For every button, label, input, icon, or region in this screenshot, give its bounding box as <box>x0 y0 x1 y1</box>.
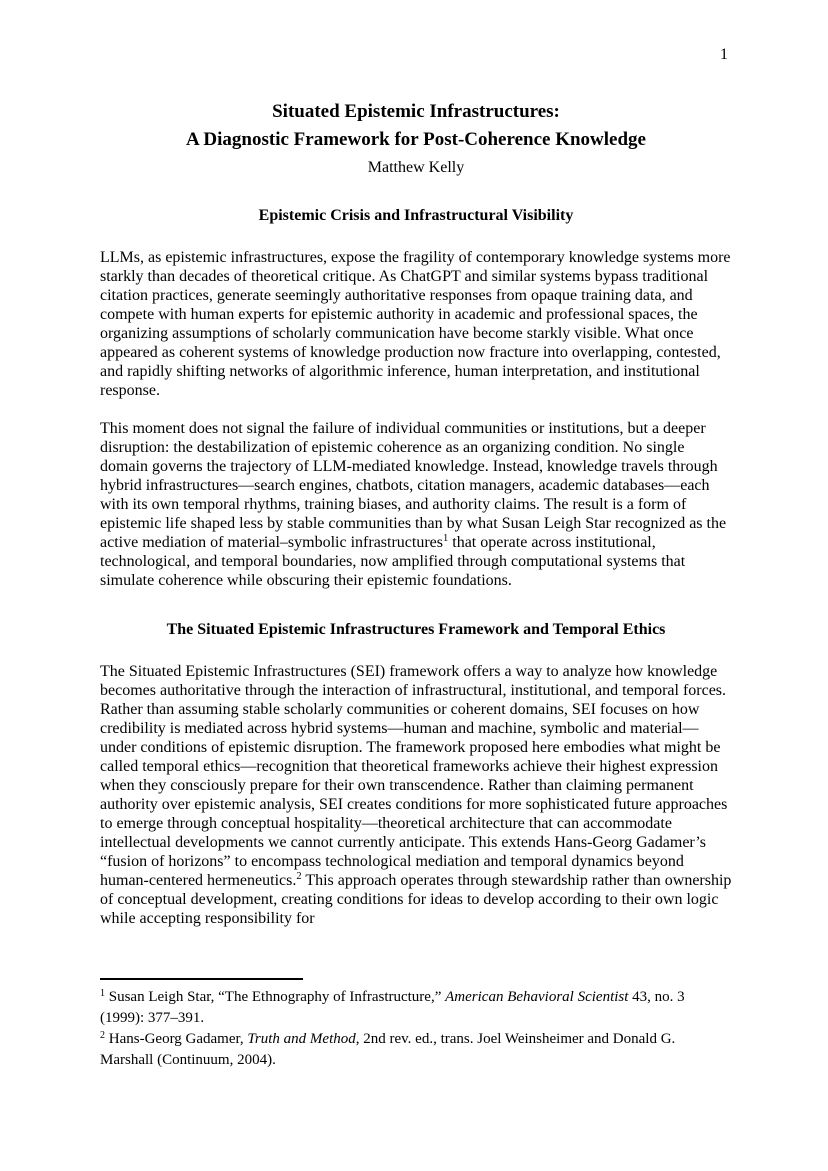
paragraph-text: LLMs, as epistemic infrastructures, expose the fragility of contemporary knowledge systems more starkly than decades of theoretical critique. As ChatGPT and similar systems bypass traditional citation practices, generate seemingly authoritative responses from opaque training data, and compete with human experts for epistemic authority in academic and professional spaces, the organizing assumptions of scholarly communication have become starkly visible. What once appeared as coherent systems of knowledge production now fracture into overlapping, contested, and rapidly shifting networks of algorithmic inference, human interpretation, and institutional response. <box>100 249 731 399</box>
footnote-1-marker: 1 <box>100 988 105 999</box>
paragraph-sei-framework <box>100 662 732 928</box>
document-title <box>100 98 732 154</box>
footnotes-area <box>100 978 732 1071</box>
paragraph-text-post: This approach operates through stewardship rather than ownership of conceptual development, creating conditions for ideas to develop according to their own logic while accepting responsibility for <box>100 872 732 927</box>
document-title-line-2: A Diagnostic Framework for Post-Coherence Knowledge <box>186 129 646 150</box>
footnote-2-marker: 2 <box>100 1030 105 1041</box>
footnote-reference-2: 2 <box>296 871 302 882</box>
footnote-2-book-title: Truth and Method <box>247 1031 356 1047</box>
footnote-reference-1: 1 <box>443 533 449 544</box>
footnote-2-text-pre: Hans-Georg Gadamer, <box>105 1031 248 1047</box>
section-heading-epistemic-crisis: Epistemic Crisis and Infrastructural Visibility <box>258 207 574 224</box>
footnote-1-journal-title: American Behavioral Scientist <box>445 989 629 1005</box>
section-heading-sei-framework: The Situated Epistemic Infrastructures Framework and Temporal Ethics <box>166 621 666 638</box>
footnote-1-text-pre: Susan Leigh Star, “The Ethnography of Infrastructure,” <box>105 989 446 1005</box>
document-title-line-1: Situated Epistemic Infrastructures: <box>272 101 560 122</box>
page-number: 1 <box>720 46 728 63</box>
paragraph-llms-epistemic <box>100 248 732 400</box>
footnote-2 <box>100 1029 732 1071</box>
paragraph-this-moment <box>100 419 732 590</box>
footnote-1-text-post: 43, no. 3 (1999): 377–391. <box>100 989 685 1026</box>
footnote-1 <box>100 987 732 1029</box>
paragraph-text-pre: This moment does not signal the failure of individual communities or institutions, but a deeper disruption: the destabilization of epistemic coherence as an organizing condition. No single domain governs the trajectory of LLM-mediated knowledge. Instead, knowledge travels through hybrid infrastructures—search engines, chatbots, citation managers, academic databases—each with its own temporal rhythms, training biases, and authority claims. The result is a form of epistemic life shaped less by stable communities than by what Susan Leigh Star recognized as the active mediation of material–symbolic infrastructures <box>100 420 727 551</box>
page-content <box>100 0 732 928</box>
author-name: Matthew Kelly <box>367 159 465 176</box>
paragraph-text-post: that operate across institutional, technological, and temporal boundaries, now amplified through computational systems that simulate coherence while obscuring their epistemic foundations. <box>100 534 686 589</box>
paragraph-text-pre: The Situated Epistemic Infrastructures (SEI) framework offers a way to analyze how knowledge becomes authoritative through the interaction of infrastructural, institutional, and temporal forces. Rather than assuming stable scholarly communities or coherent domains, SEI focuses on how credibility is mediated across hybrid systems—human and machine, symbolic and material—under conditions of epistemic disruption. The framework proposed here embodies what might be called temporal ethics—recognition that theoretical frameworks achieve their highest expression when they consciously prepare for their own transcendence. Rather than claiming permanent authority over epistemic analysis, SEI creates conditions for more sophisticated future approaches to emerge through conceptual hospitality—theoretical architecture that can accommodate intellectual developments we cannot currently anticipate. This extends Hans-Georg Gadamer’s “fusion of horizons” to encompass technological mediation and temporal dynamics beyond human-centered hermeneutics. <box>100 663 728 889</box>
footnote-separator <box>100 978 303 980</box>
footnote-2-text-post: , 2nd rev. ed., trans. Joel Weinsheimer and Donald G. Marshall (Continuum, 2004). <box>100 1031 676 1068</box>
